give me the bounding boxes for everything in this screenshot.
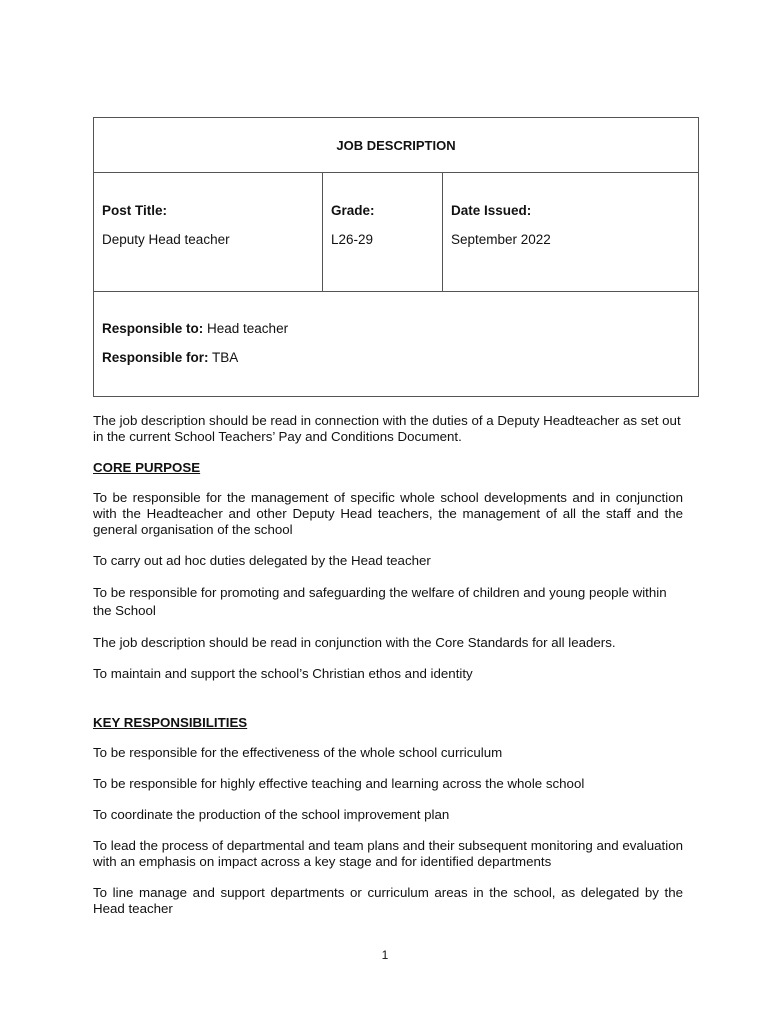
responsible-for-label: Responsible for: bbox=[102, 350, 209, 365]
date-issued-cell bbox=[443, 173, 699, 292]
post-title-label: Post Title: bbox=[102, 203, 168, 218]
core-purpose-heading: CORE PURPOSE bbox=[93, 460, 201, 475]
key-responsibility-item: To be responsible for highly effective teaching and learning across the whole school bbox=[93, 776, 585, 791]
key-responsibility-item: To coordinate the production of the school improvement plan bbox=[93, 807, 450, 822]
document-title: JOB DESCRIPTION bbox=[94, 118, 699, 173]
responsible-for-value: TBA bbox=[208, 350, 239, 365]
core-purpose-item: To be responsible for promoting and safeguarding the welfare of children and young people within the School bbox=[93, 585, 667, 618]
grade-value: L26-29 bbox=[331, 232, 374, 247]
page-number: 1 bbox=[381, 948, 389, 962]
grade-label: Grade: bbox=[331, 203, 375, 218]
key-responsibility-item: To lead the process of departmental and team plans and their subsequent monitoring and evaluation with an emphasis on impact across a key stage and for identified departments bbox=[93, 838, 683, 869]
key-responsibility-item: To line manage and support departments or curriculum areas in the school, as delegated by the Head teacher bbox=[93, 885, 683, 916]
responsible-for bbox=[102, 350, 690, 365]
job-header-table bbox=[93, 117, 699, 397]
key-responsibility-item: To be responsible for the effectiveness of the whole school curriculum bbox=[93, 745, 503, 760]
date-issued-label: Date Issued: bbox=[451, 203, 532, 218]
responsible-to bbox=[102, 321, 690, 336]
responsible-to-label: Responsible to: bbox=[102, 321, 204, 336]
key-responsibilities-heading: KEY RESPONSIBILITIES bbox=[93, 715, 248, 730]
document-body bbox=[93, 413, 683, 932]
responsible-to-value: Head teacher bbox=[203, 321, 289, 336]
core-purpose-item: To be responsible for the management of specific whole school developments and in conjunction with the Headteacher and other Deputy Head teachers, the management of all the staff and the general organisation of the school bbox=[93, 490, 683, 537]
section-gap bbox=[93, 697, 683, 715]
grade-cell bbox=[323, 173, 443, 292]
core-purpose-item: To carry out ad hoc duties delegated by the Head teacher bbox=[93, 553, 431, 568]
responsibility-cell bbox=[94, 292, 699, 397]
core-purpose-item: To maintain and support the school’s Christian ethos and identity bbox=[93, 666, 473, 681]
date-issued-value: September 2022 bbox=[451, 232, 551, 247]
intro-paragraph: The job description should be read in connection with the duties of a Deputy Headteacher as set out in the current School Teachers’ Pay and Conditions Document. bbox=[93, 413, 681, 444]
core-purpose-item: The job description should be read in conjunction with the Core Standards for all leaders. bbox=[93, 635, 616, 650]
post-title-cell bbox=[94, 173, 323, 292]
post-title-value: Deputy Head teacher bbox=[102, 232, 230, 247]
